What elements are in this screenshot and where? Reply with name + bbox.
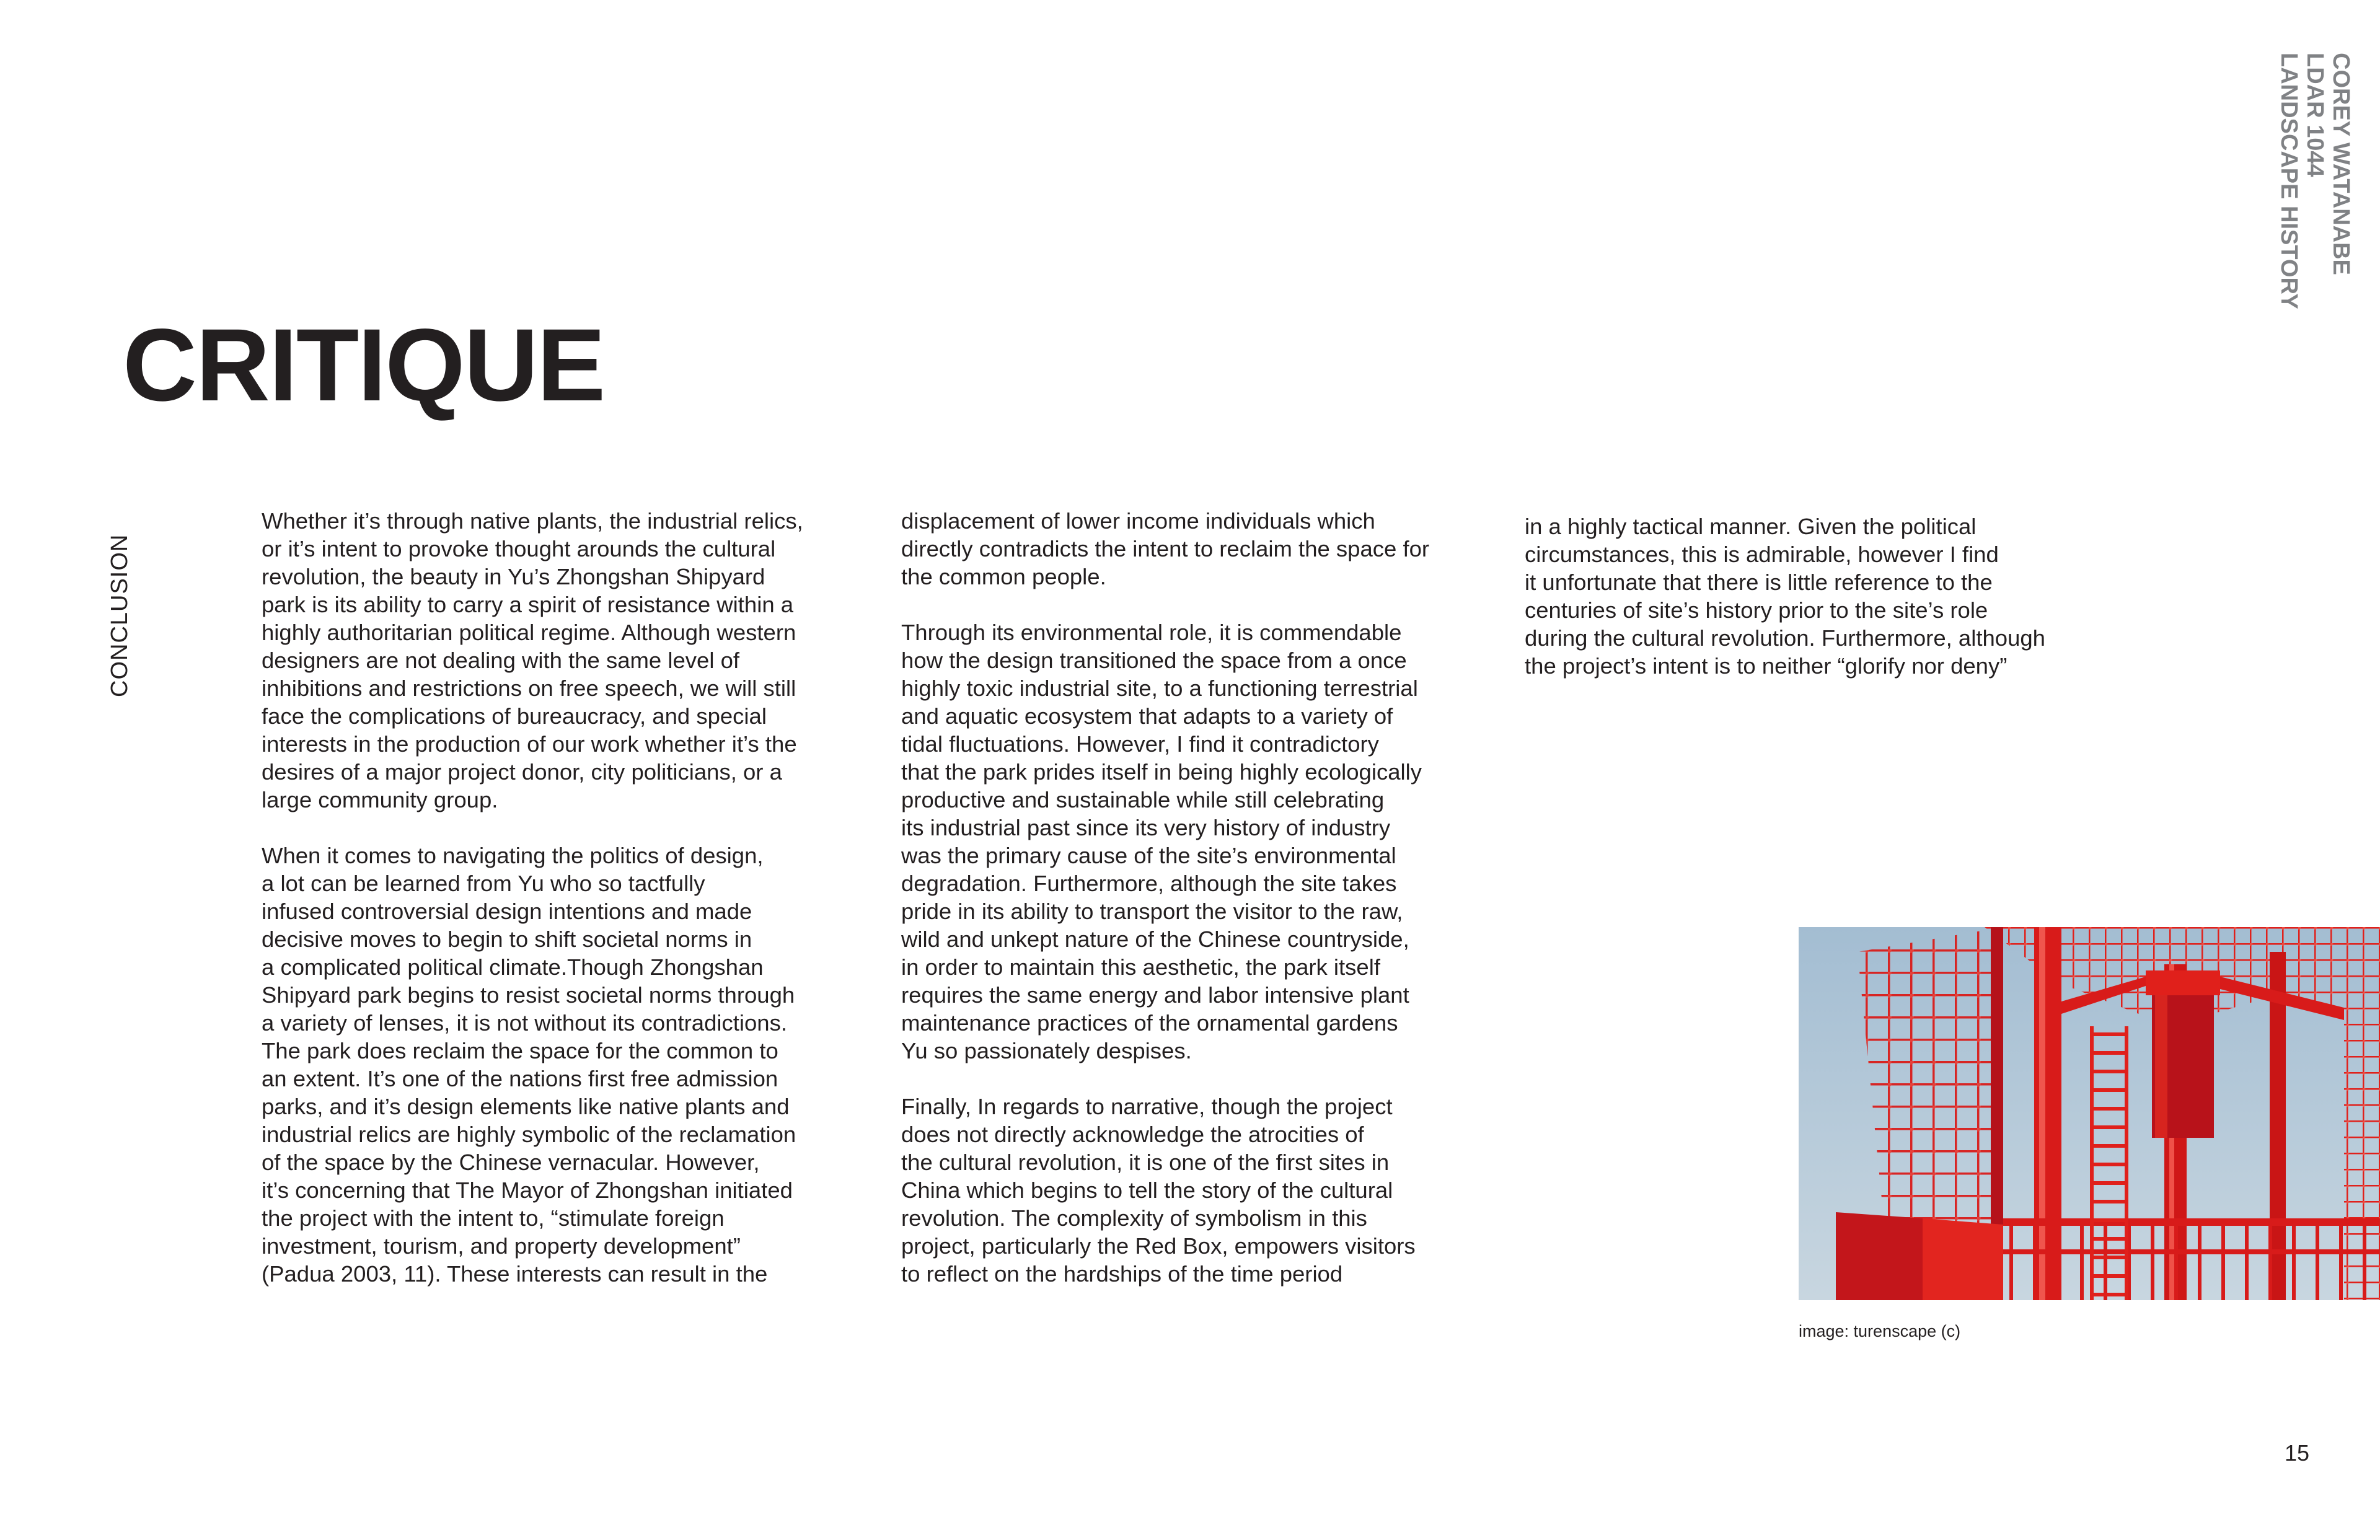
- course-code: LDAR 1044: [2302, 53, 2328, 177]
- document-header: [2276, 53, 2354, 309]
- author-name: COREY WATANABE: [2328, 53, 2354, 275]
- paragraph: displacement of lower income individuals which directly contradicts the intent to reclaim the space for the common people.: [901, 508, 1430, 589]
- image-caption: image: turenscape (c): [1799, 1322, 1961, 1340]
- paragraph: Through its environmental role, it is commendable how the design transitioned the space from a once highly toxic industrial site, to a functioning terrestrial and aquatic ecosystem that adapts to a variety of tidal fluctuations. However, I find it contradictory that the park prides itself in being highly ecologically productive and sustainable while still celebrating its industrial past since its very history of industry was the primary cause of the site’s environmental degradation. Furthermore, although the site takes pride in its ability to transport the visitor to the raw, wild and unkept nature of the Chinese countryside, in order to maintain this aesthetic, the park itself requires the same energy and labor intensive plant maintenance practices of the ornamental gardens Yu so passionately despises.: [901, 620, 1422, 1063]
- paragraph: When it comes to navigating the politics of design, a lot can be learned from Yu who so tactfully infused controversial design intentions and made decisive moves to begin to shift societal norms in a complicated political climate.Though Zhongshan Shipyard park begins to resist societal norms through a variety of lenses, it is not without its contradictions. The park does reclaim the space for the common to an extent. It’s one of the nations first free admission parks, and it’s design elements like native plants and industrial relics are highly symbolic of the reclamation of the space by the Chinese vernacular. However, it’s concerning that The Mayor of Zhongshan initiated the project with the intent to, “stimulate foreign investment, tourism, and property development” (Padua 2003, 11). These interests can result in the: [262, 843, 796, 1287]
- text-column-3: [1525, 513, 2120, 680]
- text-column-1: [262, 507, 857, 1288]
- section-label: CONCLUSION: [107, 534, 133, 697]
- page-number: 15: [2285, 1440, 2310, 1466]
- red-box-photo: [1799, 927, 2380, 1300]
- text-column-2: [901, 507, 1496, 1288]
- paragraph: Finally, In regards to narrative, though the project does not directly acknowledge the atrocities of the cultural revolution, it is one of the first sites in China which begins to tell the story of the cultural revolution. The complexity of symbolism in this project, particularly the Red Box, empowers visitors to reflect on the hardships of the time period: [901, 1094, 1416, 1287]
- page-title: CRITIQUE: [123, 308, 605, 423]
- red-scaffold-illustration: [1799, 927, 2380, 1300]
- paragraph: Whether it’s through native plants, the industrial relics, or it’s intent to provoke thought arounds the cultural revolution, the beauty in Yu’s Zhongshan Shipyard park is its ability to carry a spirit of resistance within a highly authoritarian political regime. Although western designers are not dealing with the same level of inhibitions and restrictions on free speech, we will still face the complications of bureaucracy, and special interests in the production of our work whether it’s the desires of a major project donor, city politicians, or a large community group.: [262, 508, 803, 812]
- course-subject: LANDSCAPE HISTORY: [2276, 53, 2302, 309]
- paragraph: in a highly tactical manner. Given the political circumstances, this is admirable, however I find it unfortunate that there is little reference to the centuries of site’s history prior to the site’s role during the cultural revolution. Furthermore, although the project’s intent is to neither “glorify nor deny”: [1525, 514, 2045, 679]
